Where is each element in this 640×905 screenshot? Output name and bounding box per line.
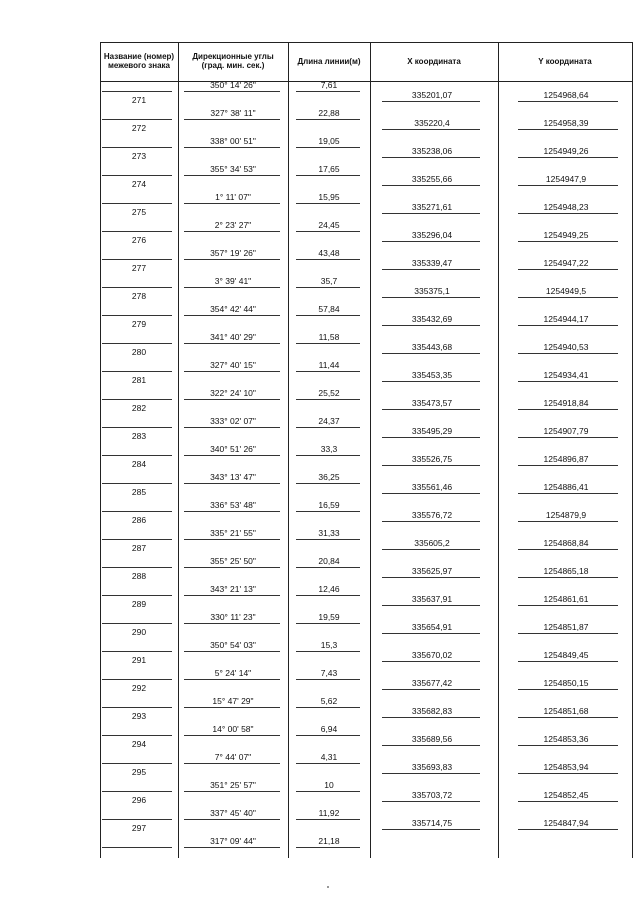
point-name: 281 — [131, 375, 147, 385]
name-row-line — [102, 791, 172, 792]
y-underline — [518, 577, 618, 578]
x-coordinate: 335255,66 — [411, 174, 453, 184]
angle-underline — [184, 763, 280, 764]
line-length: 25,52 — [318, 388, 340, 398]
point-name: 297 — [131, 823, 147, 833]
y-coordinate: 1254948,23 — [543, 202, 589, 212]
name-row-line — [102, 91, 172, 92]
length-underline — [296, 483, 360, 484]
x-underline — [382, 773, 480, 774]
name-row-line — [102, 651, 172, 652]
column-divider — [498, 42, 499, 858]
y-coordinate: 1254934,41 — [543, 370, 589, 380]
y-underline — [518, 661, 618, 662]
y-coordinate: 1254853,94 — [543, 762, 589, 772]
line-length: 11,58 — [318, 332, 340, 342]
x-coordinate: 335605,2 — [414, 538, 450, 548]
x-coordinate: 335693,83 — [411, 762, 453, 772]
name-row-line — [102, 511, 172, 512]
direction-angle: 14° 00' 58" — [212, 724, 254, 734]
point-name: 274 — [131, 179, 147, 189]
x-coordinate: 335432,69 — [411, 314, 453, 324]
direction-angle: 337° 45' 40" — [210, 808, 256, 818]
x-coordinate: 335561,46 — [411, 482, 453, 492]
x-coordinate: 335375,1 — [414, 286, 450, 296]
line-length: 24,37 — [318, 416, 340, 426]
y-coordinate: 1254947,22 — [543, 258, 589, 268]
length-underline — [296, 455, 360, 456]
x-underline — [382, 353, 480, 354]
y-coordinate: 1254849,45 — [543, 650, 589, 660]
y-underline — [518, 801, 618, 802]
angle-underline — [184, 539, 280, 540]
x-underline — [382, 605, 480, 606]
name-row-line — [102, 175, 172, 176]
x-underline — [382, 521, 480, 522]
x-coordinate: 335526,75 — [411, 454, 453, 464]
x-coordinate: 335453,35 — [411, 370, 453, 380]
point-name: 291 — [131, 655, 147, 665]
name-row-line — [102, 399, 172, 400]
direction-angle: 343° 13' 47" — [210, 472, 256, 482]
point-name: 271 — [131, 95, 147, 105]
x-coordinate: 335682,83 — [411, 706, 453, 716]
name-row-line — [102, 231, 172, 232]
line-length: 11,44 — [318, 360, 340, 370]
name-row-line — [102, 371, 172, 372]
y-underline — [518, 773, 618, 774]
y-underline — [518, 829, 618, 830]
direction-angle: 5° 24' 14" — [214, 668, 252, 678]
header-y: Y координата — [538, 56, 592, 66]
y-coordinate: 1254850,15 — [543, 678, 589, 688]
length-underline — [296, 203, 360, 204]
angle-underline — [184, 483, 280, 484]
x-underline — [382, 269, 480, 270]
point-name: 288 — [131, 571, 147, 581]
angle-underline — [184, 707, 280, 708]
angle-underline — [184, 455, 280, 456]
length-underline — [296, 707, 360, 708]
length-underline — [296, 763, 360, 764]
x-coordinate: 335220,4 — [414, 118, 450, 128]
y-underline — [518, 381, 618, 382]
direction-angle: 330° 11' 23" — [210, 612, 256, 622]
line-length: 16,59 — [318, 500, 340, 510]
name-row-line — [102, 679, 172, 680]
scan-speck — [327, 886, 329, 888]
angle-underline — [184, 287, 280, 288]
y-underline — [518, 437, 618, 438]
y-coordinate: 1254918,84 — [543, 398, 589, 408]
point-name: 278 — [131, 291, 147, 301]
line-length: 19,05 — [318, 136, 340, 146]
line-length: 10 — [324, 780, 334, 790]
line-length: 7,43 — [320, 668, 338, 678]
x-underline — [382, 465, 480, 466]
y-coordinate: 1254968,64 — [543, 90, 589, 100]
length-underline — [296, 651, 360, 652]
y-coordinate: 1254865,18 — [543, 566, 589, 576]
x-coordinate: 335473,57 — [411, 398, 453, 408]
length-underline — [296, 147, 360, 148]
name-row-line — [102, 735, 172, 736]
point-name: 282 — [131, 403, 147, 413]
x-coordinate: 335703,72 — [411, 790, 453, 800]
name-row-line — [102, 427, 172, 428]
table-top-border — [100, 42, 633, 43]
y-coordinate: 1254940,53 — [543, 342, 589, 352]
angle-underline — [184, 819, 280, 820]
point-name: 295 — [131, 767, 147, 777]
direction-angle: 2° 23' 27" — [214, 220, 252, 230]
line-length: 24,45 — [318, 220, 340, 230]
name-row-line — [102, 259, 172, 260]
line-length: 21,18 — [318, 836, 340, 846]
direction-angle: 357° 19' 26" — [210, 248, 256, 258]
angle-underline — [184, 595, 280, 596]
direction-angle: 322° 24' 10" — [210, 388, 256, 398]
length-underline — [296, 371, 360, 372]
line-length: 31,33 — [318, 528, 340, 538]
y-underline — [518, 409, 618, 410]
length-underline — [296, 847, 360, 848]
angle-underline — [184, 791, 280, 792]
x-underline — [382, 689, 480, 690]
point-name: 293 — [131, 711, 147, 721]
angle-underline — [184, 623, 280, 624]
length-underline — [296, 259, 360, 260]
angle-underline — [184, 651, 280, 652]
angle-underline — [184, 567, 280, 568]
length-underline — [296, 511, 360, 512]
name-row-line — [102, 819, 172, 820]
y-coordinate: 1254852,45 — [543, 790, 589, 800]
line-length: 11,92 — [318, 808, 340, 818]
direction-angle: 340° 51' 26" — [210, 444, 256, 454]
point-name: 289 — [131, 599, 147, 609]
header-x: X координата — [407, 56, 461, 66]
name-row-line — [102, 203, 172, 204]
point-name: 292 — [131, 683, 147, 693]
name-row-line — [102, 119, 172, 120]
length-underline — [296, 315, 360, 316]
point-name: 276 — [131, 235, 147, 245]
point-name: 296 — [131, 795, 147, 805]
x-coordinate: 335576,72 — [411, 510, 453, 520]
point-name: 284 — [131, 459, 147, 469]
y-coordinate: 1254853,36 — [543, 734, 589, 744]
x-underline — [382, 829, 480, 830]
header-angle: Дирекционные углы (град. мин. сек.) — [192, 52, 274, 70]
direction-angle: 338° 00' 51" — [210, 136, 256, 146]
direction-angle: 317° 09' 44" — [210, 836, 256, 846]
y-underline — [518, 157, 618, 158]
direction-angle: 7° 44' 07" — [214, 752, 252, 762]
y-underline — [518, 185, 618, 186]
x-underline — [382, 381, 480, 382]
x-underline — [382, 437, 480, 438]
x-underline — [382, 157, 480, 158]
x-underline — [382, 801, 480, 802]
point-name: 272 — [131, 123, 147, 133]
length-underline — [296, 343, 360, 344]
line-length: 4,31 — [320, 752, 338, 762]
y-underline — [518, 493, 618, 494]
x-underline — [382, 493, 480, 494]
y-coordinate: 1254949,25 — [543, 230, 589, 240]
x-underline — [382, 409, 480, 410]
x-underline — [382, 661, 480, 662]
name-row-line — [102, 763, 172, 764]
y-underline — [518, 101, 618, 102]
line-length: 36,25 — [318, 472, 340, 482]
direction-angle: 355° 25' 50" — [210, 556, 256, 566]
y-underline — [518, 241, 618, 242]
length-underline — [296, 819, 360, 820]
line-length: 57,84 — [318, 304, 340, 314]
y-coordinate: 1254851,68 — [543, 706, 589, 716]
name-row-line — [102, 707, 172, 708]
column-divider — [178, 42, 179, 858]
length-underline — [296, 567, 360, 568]
y-underline — [518, 465, 618, 466]
x-coordinate: 335443,68 — [411, 342, 453, 352]
x-underline — [382, 745, 480, 746]
point-name: 275 — [131, 207, 147, 217]
column-divider — [370, 42, 371, 858]
y-coordinate: 1254949,5 — [545, 286, 587, 296]
length-underline — [296, 119, 360, 120]
x-underline — [382, 101, 480, 102]
x-underline — [382, 577, 480, 578]
length-underline — [296, 539, 360, 540]
x-coordinate: 335677,42 — [411, 678, 453, 688]
x-underline — [382, 129, 480, 130]
name-row-line — [102, 623, 172, 624]
point-name: 285 — [131, 487, 147, 497]
x-coordinate: 335271,61 — [411, 202, 453, 212]
y-coordinate: 1254949,26 — [543, 146, 589, 156]
x-underline — [382, 213, 480, 214]
angle-underline — [184, 203, 280, 204]
direction-angle: 343° 21' 13" — [210, 584, 256, 594]
x-coordinate: 335201,07 — [411, 90, 453, 100]
point-name: 290 — [131, 627, 147, 637]
direction-angle: 327° 38' 11" — [210, 108, 256, 118]
column-divider — [100, 42, 101, 858]
y-underline — [518, 549, 618, 550]
x-coordinate: 335495,29 — [411, 426, 453, 436]
length-underline — [296, 595, 360, 596]
name-row-line — [102, 287, 172, 288]
name-row-line — [102, 595, 172, 596]
y-coordinate: 1254947,9 — [545, 174, 587, 184]
length-underline — [296, 175, 360, 176]
x-coordinate: 335296,04 — [411, 230, 453, 240]
y-underline — [518, 717, 618, 718]
length-underline — [296, 231, 360, 232]
y-coordinate: 1254944,17 — [543, 314, 589, 324]
y-underline — [518, 521, 618, 522]
angle-underline — [184, 315, 280, 316]
column-divider — [288, 42, 289, 858]
y-underline — [518, 297, 618, 298]
direction-angle: 341° 40' 29" — [210, 332, 256, 342]
angle-underline — [184, 231, 280, 232]
angle-underline — [184, 147, 280, 148]
angle-underline — [184, 735, 280, 736]
length-underline — [296, 427, 360, 428]
angle-underline — [184, 175, 280, 176]
y-underline — [518, 689, 618, 690]
name-row-line — [102, 567, 172, 568]
y-underline — [518, 269, 618, 270]
point-name: 280 — [131, 347, 147, 357]
x-underline — [382, 717, 480, 718]
direction-angle: 350° 54' 03" — [210, 640, 256, 650]
x-coordinate: 335670,02 — [411, 650, 453, 660]
line-length: 7,61 — [320, 80, 338, 90]
line-length: 20,84 — [318, 556, 340, 566]
x-underline — [382, 297, 480, 298]
point-name: 279 — [131, 319, 147, 329]
y-coordinate: 1254861,61 — [543, 594, 589, 604]
y-coordinate: 1254958,39 — [543, 118, 589, 128]
angle-underline — [184, 371, 280, 372]
x-underline — [382, 549, 480, 550]
angle-underline — [184, 511, 280, 512]
line-length: 17,65 — [318, 164, 340, 174]
y-underline — [518, 633, 618, 634]
point-name: 294 — [131, 739, 147, 749]
direction-angle: 336° 53' 48" — [210, 500, 256, 510]
length-underline — [296, 91, 360, 92]
y-coordinate: 1254886,41 — [543, 482, 589, 492]
name-row-line — [102, 147, 172, 148]
name-row-line — [102, 483, 172, 484]
name-row-line — [102, 315, 172, 316]
direction-angle: 15° 47' 29" — [212, 696, 254, 706]
point-name: 277 — [131, 263, 147, 273]
direction-angle: 1° 11' 07" — [215, 192, 251, 202]
angle-underline — [184, 119, 280, 120]
direction-angle: 327° 40' 15" — [210, 360, 256, 370]
header-name: Название (номер) межевого знака — [103, 52, 175, 70]
length-underline — [296, 679, 360, 680]
name-row-line — [102, 539, 172, 540]
length-underline — [296, 287, 360, 288]
line-length: 15,3 — [320, 640, 338, 650]
y-coordinate: 1254868,84 — [543, 538, 589, 548]
direction-angle: 350° 14' 26" — [210, 80, 256, 90]
y-coordinate: 1254851,87 — [543, 622, 589, 632]
name-row-line — [102, 343, 172, 344]
x-coordinate: 335637,91 — [411, 594, 453, 604]
y-underline — [518, 213, 618, 214]
line-length: 19,59 — [318, 612, 340, 622]
line-length: 33,3 — [320, 444, 338, 454]
y-coordinate: 1254896,87 — [543, 454, 589, 464]
angle-underline — [184, 427, 280, 428]
angle-underline — [184, 399, 280, 400]
y-underline — [518, 353, 618, 354]
angle-underline — [184, 343, 280, 344]
length-underline — [296, 735, 360, 736]
point-name: 287 — [131, 543, 147, 553]
length-underline — [296, 791, 360, 792]
length-underline — [296, 399, 360, 400]
name-row-line — [102, 455, 172, 456]
y-coordinate: 1254907,79 — [543, 426, 589, 436]
line-length: 6,94 — [320, 724, 338, 734]
x-underline — [382, 241, 480, 242]
x-underline — [382, 185, 480, 186]
y-coordinate: 1254847,94 — [543, 818, 589, 828]
name-row-line — [102, 847, 172, 848]
x-coordinate: 335625,97 — [411, 566, 453, 576]
point-name: 286 — [131, 515, 147, 525]
direction-angle: 354° 42' 44" — [210, 304, 256, 314]
y-underline — [518, 325, 618, 326]
line-length: 35,7 — [320, 276, 338, 286]
direction-angle: 333° 02' 07" — [210, 416, 256, 426]
direction-angle: 355° 34' 53" — [210, 164, 256, 174]
line-length: 5,62 — [320, 696, 338, 706]
y-underline — [518, 745, 618, 746]
angle-underline — [184, 91, 280, 92]
x-underline — [382, 633, 480, 634]
x-coordinate: 335689,56 — [411, 734, 453, 744]
angle-underline — [184, 847, 280, 848]
point-name: 283 — [131, 431, 147, 441]
direction-angle: 335° 21' 55" — [210, 528, 256, 538]
length-underline — [296, 623, 360, 624]
x-coordinate: 335714,75 — [411, 818, 453, 828]
y-underline — [518, 605, 618, 606]
x-coordinate: 335238,06 — [411, 146, 453, 156]
direction-angle: 3° 39' 41" — [214, 276, 252, 286]
angle-underline — [184, 679, 280, 680]
y-coordinate: 1254879,9 — [545, 510, 587, 520]
point-name: 273 — [131, 151, 147, 161]
column-divider — [632, 42, 633, 858]
direction-angle: 351° 25' 57" — [210, 780, 256, 790]
angle-underline — [184, 259, 280, 260]
x-coordinate: 335339,47 — [411, 258, 453, 268]
line-length: 12,46 — [318, 584, 340, 594]
x-underline — [382, 325, 480, 326]
line-length: 22,88 — [318, 108, 340, 118]
line-length: 43,48 — [318, 248, 340, 258]
y-underline — [518, 129, 618, 130]
line-length: 15,95 — [318, 192, 340, 202]
x-coordinate: 335654,91 — [411, 622, 453, 632]
header-length: Длина линии(м) — [297, 56, 361, 66]
